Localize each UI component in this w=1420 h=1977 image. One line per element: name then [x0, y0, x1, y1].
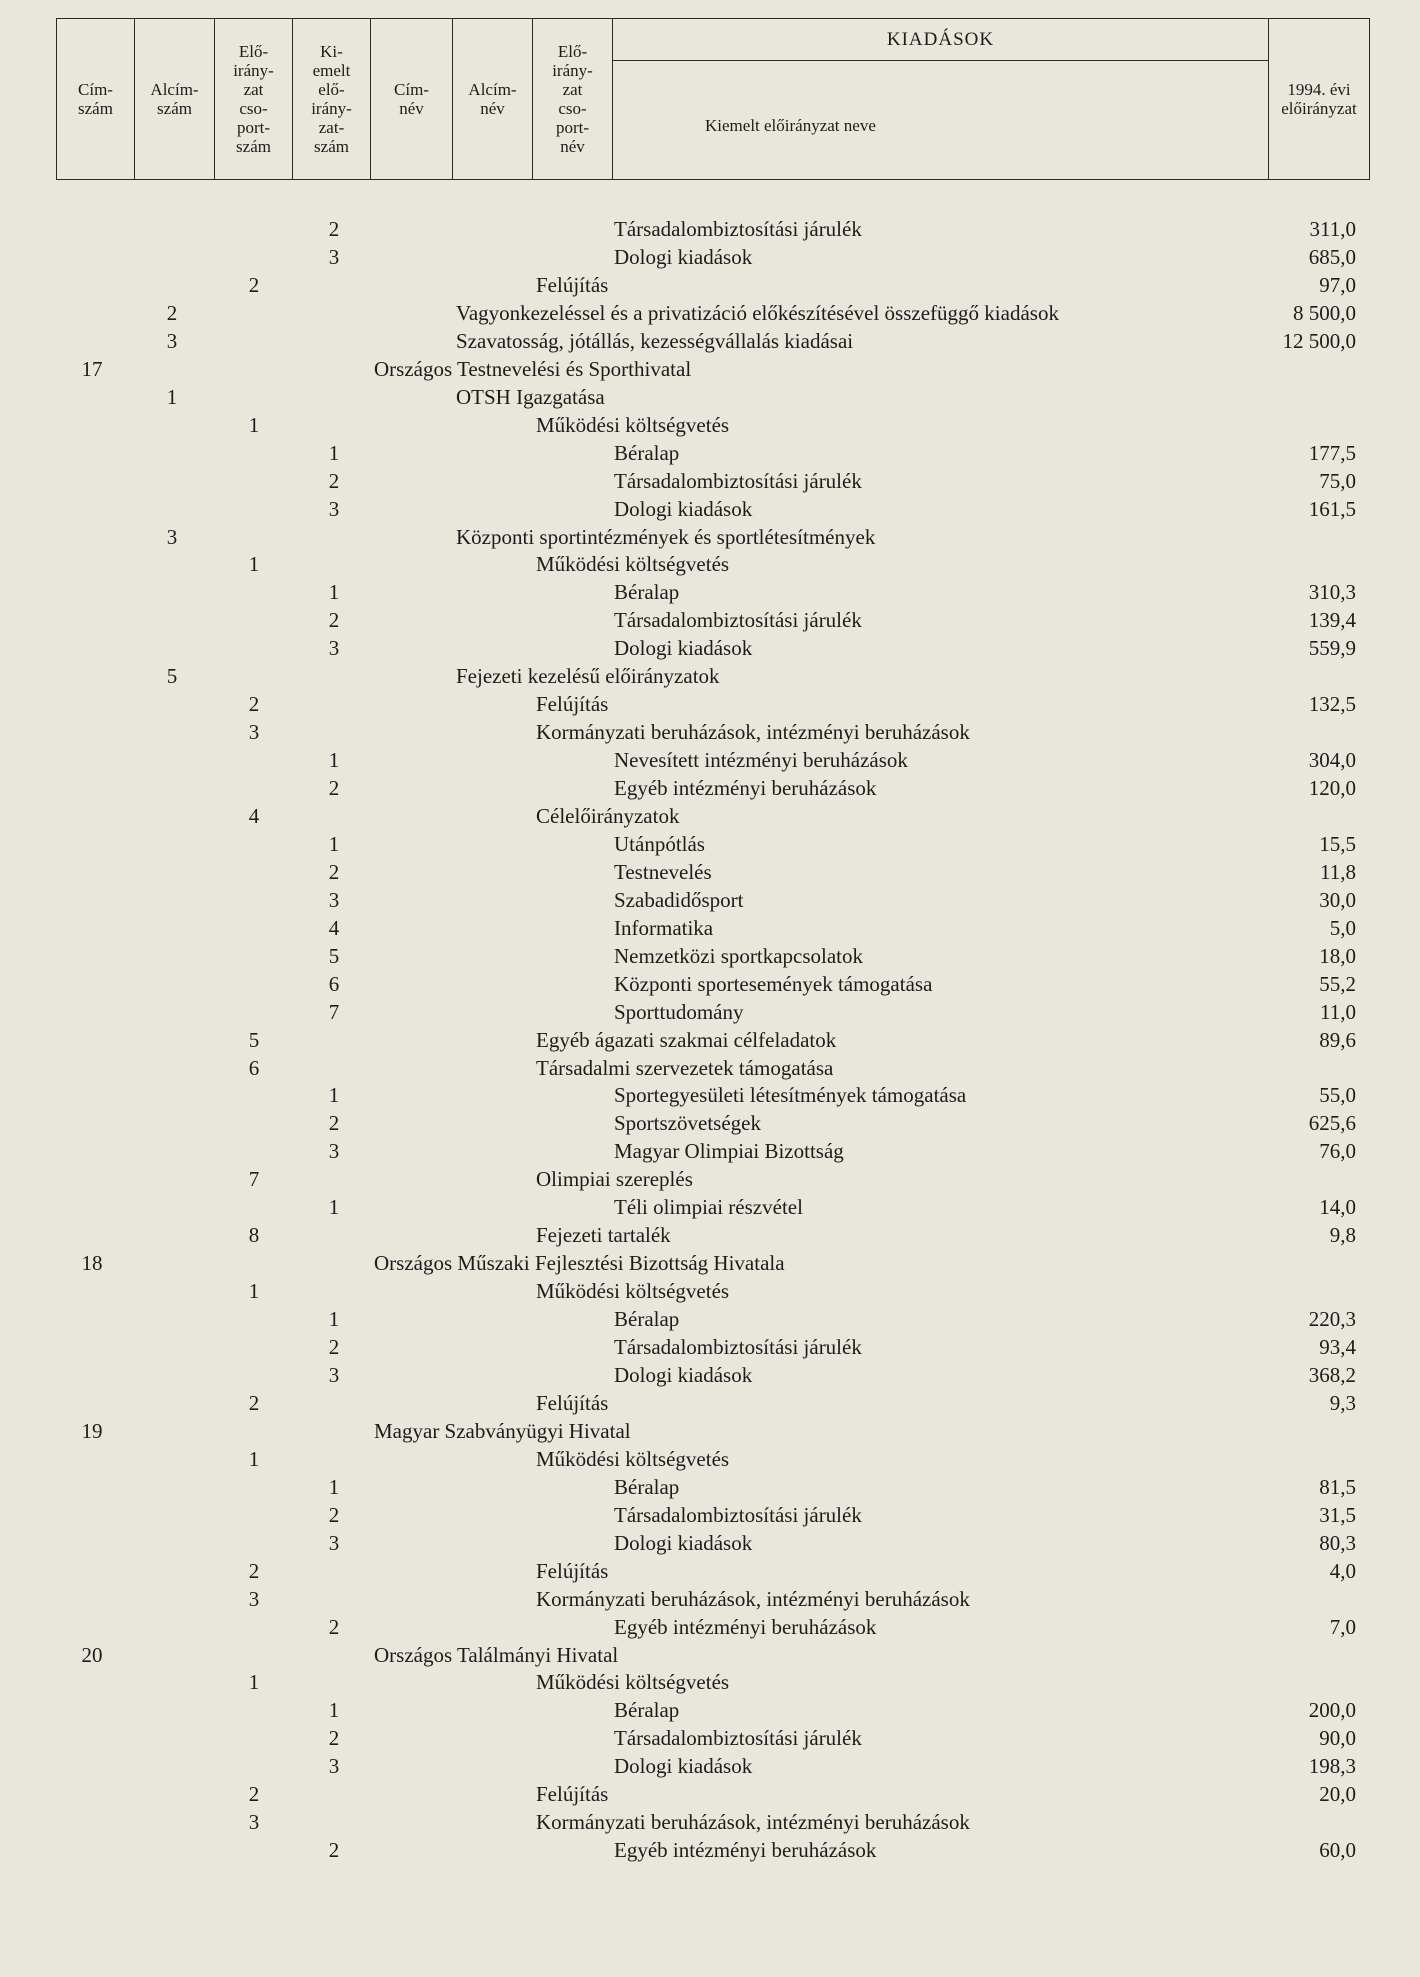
row-name: Dologi kiadások	[614, 1530, 753, 1555]
row-name: Társadalombiztosítási járulék	[614, 608, 862, 633]
table-row	[0, 886, 1420, 914]
table-row	[0, 1724, 1420, 1752]
row-name: Béralap	[614, 440, 680, 465]
row-number: 3	[328, 1139, 340, 1164]
table-row	[0, 1668, 1420, 1696]
row-amount: 120,0	[1308, 776, 1356, 800]
row-number: 19	[81, 1418, 103, 1443]
row-name: OTSH Igazgatása	[456, 384, 605, 409]
row-number: 2	[328, 1614, 340, 1639]
row-name: Nemzetközi sportkapcsolatok	[614, 943, 864, 968]
row-amount: 8 500,0	[1293, 300, 1356, 325]
row-amount: 11,0	[1320, 999, 1356, 1024]
row-number: 2	[248, 1558, 260, 1583]
row-number: 2	[328, 468, 340, 493]
row-number: 2	[248, 692, 260, 717]
header-eloiranyzat-csoport-nev: Elő- irány- zat cso- port- név	[533, 19, 613, 179]
row-name: Béralap	[614, 1474, 680, 1499]
row-number: 7	[248, 1167, 260, 1192]
row-number: 2	[328, 608, 340, 633]
row-number: 2	[248, 1782, 260, 1807]
row-number: 3	[248, 1810, 260, 1835]
table-row	[0, 606, 1420, 634]
row-number: 3	[328, 496, 340, 521]
row-number: 1	[328, 440, 340, 465]
row-number: 2	[328, 1726, 340, 1751]
table-row	[0, 1081, 1420, 1109]
row-number: 2	[328, 1335, 340, 1359]
table-row	[0, 383, 1420, 411]
table-row	[0, 1193, 1420, 1221]
row-number: 1	[248, 412, 260, 437]
row-amount: 55,2	[1319, 971, 1356, 996]
row-name: Dologi kiadások	[614, 1363, 753, 1387]
row-number: 3	[328, 636, 340, 661]
row-name: Működési költségvetés	[536, 412, 730, 437]
row-amount: 310,3	[1308, 580, 1356, 605]
table-row	[0, 439, 1420, 467]
row-number: 8	[248, 1223, 260, 1248]
row-number: 7	[328, 999, 340, 1024]
table-row	[0, 1473, 1420, 1501]
table-row	[0, 1780, 1420, 1808]
row-amount: 15,5	[1319, 831, 1356, 856]
row-number: 2	[328, 859, 340, 884]
table-row	[0, 634, 1420, 662]
row-name: Felújítás	[536, 272, 609, 297]
table-row	[0, 1613, 1420, 1641]
table-row	[0, 1501, 1420, 1529]
table-row	[0, 1808, 1420, 1836]
table-row	[0, 914, 1420, 942]
table-row	[0, 1221, 1420, 1249]
table-row	[0, 1165, 1420, 1193]
row-name: Fejezeti tartalék	[536, 1223, 671, 1248]
row-name: Nevesített intézményi beruházások	[614, 748, 908, 772]
row-amount: 5,0	[1329, 915, 1356, 940]
table-row	[0, 1137, 1420, 1165]
row-number: 5	[166, 664, 178, 689]
row-amount: 20,0	[1319, 1782, 1356, 1807]
row-number: 1	[328, 1698, 340, 1723]
row-name: Olimpiai szereplés	[536, 1167, 693, 1192]
row-amount: 368,2	[1308, 1363, 1356, 1387]
row-number: 3	[166, 524, 178, 549]
row-number: 3	[328, 244, 340, 269]
table-row	[0, 467, 1420, 495]
table-row	[0, 1557, 1420, 1585]
row-amount: 9,8	[1329, 1223, 1356, 1248]
table-row	[0, 578, 1420, 606]
table-row	[0, 1529, 1420, 1557]
row-name: Vagyonkezeléssel és a privatizáció előkészítésével összefüggő kiadások	[456, 300, 1059, 325]
row-number: 2	[328, 217, 340, 241]
table-row	[0, 355, 1420, 383]
row-number: 20	[81, 1642, 103, 1667]
table-row	[0, 550, 1420, 578]
row-number: 1	[328, 580, 340, 605]
row-number: 3	[328, 887, 340, 912]
row-name: Társadalombiztosítási járulék	[614, 468, 862, 493]
row-number: 2	[248, 272, 260, 297]
table-row	[0, 271, 1420, 299]
row-name: Téli olimpiai részvétel	[614, 1195, 803, 1220]
row-amount: 60,0	[1319, 1838, 1356, 1863]
row-amount: 93,4	[1319, 1335, 1356, 1359]
table-row	[0, 1109, 1420, 1137]
row-name: Fejezeti kezelésű előirányzatok	[456, 664, 720, 689]
row-name: Testnevelés	[614, 859, 712, 884]
row-name: Felújítás	[536, 1390, 609, 1415]
row-amount: 311,0	[1309, 217, 1356, 241]
row-name: Központi sportesemények támogatása	[614, 971, 933, 996]
row-amount: 559,9	[1308, 636, 1356, 661]
row-number: 2	[328, 1502, 340, 1527]
table-row	[0, 1249, 1420, 1277]
row-name: Célelőirányzatok	[536, 803, 680, 828]
row-amount: 4,0	[1329, 1558, 1356, 1583]
row-number: 1	[166, 384, 178, 409]
table-row	[0, 327, 1420, 355]
row-name: Működési költségvetés	[536, 1279, 730, 1304]
header-kiadasok: KIADÁSOK	[613, 19, 1268, 61]
row-number: 3	[248, 720, 260, 745]
table-row	[0, 1389, 1420, 1417]
header-kiemelt-eloiranyzat-szam: Ki- emelt elő- irány- zat- szám	[293, 19, 371, 179]
row-name: Társadalmi szervezetek támogatása	[536, 1055, 834, 1080]
row-amount: 200,0	[1308, 1698, 1356, 1723]
row-number: 2	[166, 300, 178, 325]
row-number: 1	[328, 1083, 340, 1108]
row-amount: 304,0	[1308, 748, 1356, 772]
row-name: Béralap	[614, 1307, 680, 1331]
row-name: Országos Testnevelési és Sporthivatal	[374, 356, 692, 381]
row-name: Dologi kiadások	[614, 496, 753, 521]
table-row	[0, 1641, 1420, 1669]
row-name: Országos Műszaki Fejlesztési Bizottság Hivatala	[374, 1251, 785, 1276]
table-row	[0, 523, 1420, 551]
row-number: 1	[328, 1195, 340, 1220]
row-number: 1	[328, 1307, 340, 1331]
row-amount: 18,0	[1319, 943, 1356, 968]
table-row	[0, 243, 1420, 271]
row-name: Szabadidősport	[614, 887, 744, 912]
row-name: Dologi kiadások	[614, 1754, 753, 1779]
header-alcim-szam: Alcím- szám	[135, 19, 215, 179]
table-row	[0, 1361, 1420, 1389]
table-row	[0, 215, 1420, 243]
row-amount: 97,0	[1319, 272, 1356, 297]
row-name: Utánpótlás	[614, 831, 705, 856]
row-number: 6	[328, 971, 340, 996]
row-number: 1	[328, 831, 340, 856]
row-amount: 89,6	[1319, 1027, 1356, 1052]
row-name: Egyéb intézményi beruházások	[614, 1838, 877, 1863]
table-row	[0, 774, 1420, 802]
row-number: 1	[248, 1670, 260, 1695]
row-name: Felújítás	[536, 1782, 609, 1807]
row-name: Béralap	[614, 1698, 680, 1723]
row-amount: 30,0	[1319, 887, 1356, 912]
row-number: 5	[328, 943, 340, 968]
header-cim-nev: Cím- név	[371, 19, 453, 179]
header-eloiranyzat-1994: 1994. évi előirányzat	[1281, 80, 1357, 118]
table-row	[0, 998, 1420, 1026]
row-number: 5	[248, 1027, 260, 1052]
table-row	[0, 718, 1420, 746]
row-name: Sportszövetségek	[614, 1111, 761, 1136]
row-name: Sportegyesületi létesítmények támogatása	[614, 1083, 967, 1108]
table-row	[0, 1054, 1420, 1082]
row-number: 1	[328, 748, 340, 772]
row-amount: 625,6	[1308, 1111, 1356, 1136]
header-eloiranyzat-csoport-szam: Elő- irány- zat cso- port- szám	[215, 19, 293, 179]
table-row	[0, 858, 1420, 886]
row-number: 4	[328, 915, 340, 940]
row-amount: 177,5	[1308, 440, 1356, 465]
table-row	[0, 411, 1420, 439]
row-name: Egyéb ágazati szakmai célfeladatok	[536, 1027, 837, 1052]
table-row	[0, 1585, 1420, 1613]
row-number: 3	[328, 1754, 340, 1779]
table-row	[0, 1836, 1420, 1864]
table-row	[0, 830, 1420, 858]
row-amount: 198,3	[1308, 1754, 1356, 1779]
row-name: Sporttudomány	[614, 999, 744, 1024]
row-number: 3	[328, 1530, 340, 1555]
table-row	[0, 970, 1420, 998]
row-number: 3	[328, 1363, 340, 1387]
row-name: Egyéb intézményi beruházások	[614, 1614, 877, 1639]
row-amount: 75,0	[1319, 468, 1356, 493]
row-number: 2	[248, 1390, 260, 1415]
header-cim-szam: Cím- szám	[57, 19, 135, 179]
row-name: Kormányzati beruházások, intézményi beruházások	[536, 720, 970, 745]
table-row	[0, 299, 1420, 327]
table-row	[0, 1333, 1420, 1361]
table-row	[0, 802, 1420, 830]
row-name: Központi sportintézmények és sportlétesítmények	[456, 524, 876, 549]
row-name: Társadalombiztosítási járulék	[614, 1726, 862, 1751]
row-number: 1	[248, 1446, 260, 1471]
row-name: Országos Találmányi Hivatal	[374, 1642, 619, 1667]
row-amount: 11,8	[1320, 859, 1356, 884]
row-number: 17	[81, 356, 103, 381]
row-name: Működési költségvetés	[536, 552, 730, 577]
row-number: 2	[328, 1838, 340, 1863]
row-amount: 12 500,0	[1282, 328, 1356, 353]
row-amount: 220,3	[1308, 1307, 1356, 1331]
table-row	[0, 1752, 1420, 1780]
row-name: Szavatosság, jótállás, kezességvállalás kiadásai	[456, 328, 854, 353]
row-name: Működési költségvetés	[536, 1446, 730, 1471]
row-amount: 81,5	[1319, 1474, 1356, 1499]
row-name: Dologi kiadások	[614, 636, 753, 661]
row-amount: 31,5	[1319, 1502, 1356, 1527]
row-amount: 9,3	[1329, 1390, 1356, 1415]
row-name: Társadalombiztosítási járulék	[614, 1502, 862, 1527]
row-amount: 55,0	[1319, 1083, 1356, 1108]
table-row	[0, 1305, 1420, 1333]
row-amount: 80,3	[1319, 1530, 1356, 1555]
row-amount: 90,0	[1319, 1726, 1356, 1751]
table-row	[0, 1277, 1420, 1305]
row-number: 2	[328, 1111, 340, 1136]
row-number: 3	[248, 1586, 260, 1611]
table-row	[0, 1445, 1420, 1473]
table-header	[56, 18, 1370, 180]
row-amount: 685,0	[1308, 244, 1356, 269]
row-name: Társadalombiztosítási járulék	[614, 217, 862, 241]
row-amount: 76,0	[1319, 1139, 1356, 1164]
row-number: 1	[248, 1279, 260, 1304]
table-row	[0, 1417, 1420, 1445]
row-name: Felújítás	[536, 1558, 609, 1583]
row-amount: 14,0	[1319, 1195, 1356, 1220]
row-amount: 7,0	[1329, 1614, 1356, 1639]
row-name: Társadalombiztosítási járulék	[614, 1335, 862, 1359]
row-name: Dologi kiadások	[614, 244, 753, 269]
row-name: Kormányzati beruházások, intézményi beruházások	[536, 1810, 970, 1835]
row-number: 4	[248, 803, 260, 828]
row-number: 1	[328, 1474, 340, 1499]
table-row	[0, 1696, 1420, 1724]
row-number: 6	[248, 1055, 260, 1080]
header-kiadasok-group	[613, 19, 1269, 179]
row-number: 1	[248, 552, 260, 577]
row-number: 18	[81, 1251, 103, 1276]
header-kiemelt-eloiranyzat-neve: Kiemelt előirányzat neve	[705, 116, 876, 135]
table-row	[0, 690, 1420, 718]
row-amount: 139,4	[1308, 608, 1356, 633]
table-row	[0, 746, 1420, 774]
row-amount: 132,5	[1308, 692, 1356, 717]
row-name: Egyéb intézményi beruházások	[614, 776, 877, 800]
table-row	[0, 662, 1420, 690]
table-row	[0, 942, 1420, 970]
table-row	[0, 1026, 1420, 1054]
row-name: Béralap	[614, 580, 680, 605]
row-name: Informatika	[614, 915, 714, 940]
row-name: Felújítás	[536, 692, 609, 717]
row-amount: 161,5	[1308, 496, 1356, 521]
row-name: Magyar Szabványügyi Hivatal	[374, 1418, 631, 1443]
table-row	[0, 495, 1420, 523]
row-name: Magyar Olimpiai Bizottság	[614, 1139, 844, 1164]
header-alcim-nev: Alcím- név	[453, 19, 533, 179]
row-name: Működési költségvetés	[536, 1670, 730, 1695]
row-number: 3	[166, 328, 178, 353]
row-name: Kormányzati beruházások, intézményi beruházások	[536, 1586, 970, 1611]
row-number: 2	[328, 776, 340, 800]
